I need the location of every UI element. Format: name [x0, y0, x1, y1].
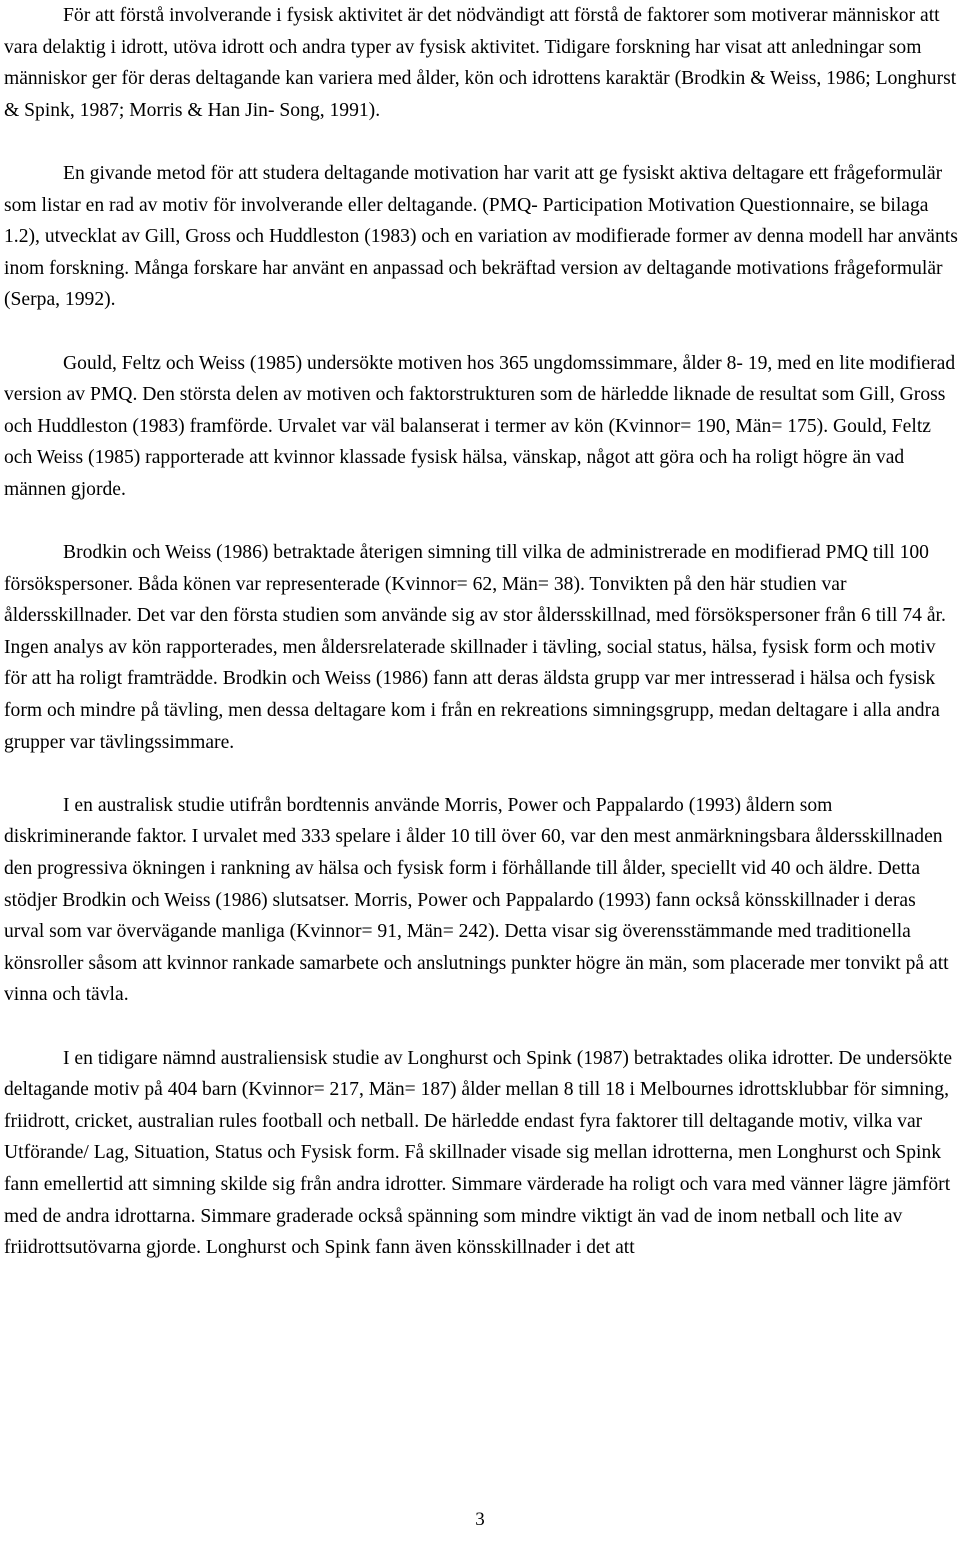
paragraph-longhurst-spink: I en tidigare nämnd australiensisk studie av Longhurst och Spink (1987) betraktades olika idrotter. De undersökte deltagande motiv på 404 barn (Kvinnor= 217, Män= 187) ålder mellan 8 till 18 i Melbournes idrottsklubbar för simning, friidrott, cricket, australian rules football och netball. De härledde endast fyra faktorer till deltagande motiv, vilka var Utförande/ Lag, Situation, Status och Fysisk form. Få skillnader visade sig mellan idrotterna, men Longhurst och Spink fann emellertid att simning skilde sig från andra idrotter. Simmare värderade ha roligt och vara med vänner lägre jämfört med de andra idrottarna. Simmare graderade också spänning som mindre viktigt än vad de inom netball och lite av friidrottsutövarna gjorde. Longhurst och Spink fann även könsskillnader i det att [4, 1047, 953, 1259]
body-text [4, 0, 960, 1295]
paragraph-brodkin-weiss: Brodkin och Weiss (1986) betraktade återigen simning till vilka de administrerade en modifierad PMQ till 100 försökspersoner. Båda könen var representerade (Kvinnor= 62, Män= 38). Tonvikten på den här studien var åldersskillnader. Det var den första studien som använde sig av stor åldersskillnad, med försökspersoner från 6 till 74 år. Ingen analys av kön rapporterades, men åldersrelaterade skillnader i tävling, social status, hälsa, fysisk form och motiv för att ha roligt framträdde. Brodkin och Weiss (1986) fann att deras äldsta grupp var mer intresserad i hälsa och fysisk form och mindre på tävling, men dessa deltagare kom i från en rekreations simningsgrupp, medan deltagare i alla andra grupper var tävlingssimmare. [4, 542, 946, 753]
paragraph-intro: För att förstå involverande i fysisk aktivitet är det nödvändigt att förstå de faktorer som motiverar människor att vara delaktig i idrott, utöva idrott och andra typer av fysisk aktivitet. Tidigare forskning har visat att anledningar som människor ger för deras deltagande kan variera med ålder, kön och idrottens karaktär (Brodkin & Weiss, 1986; Longhurst & Spink, 1987; Morris & Han Jin- Song, 1991). [4, 5, 957, 121]
paragraph-gould-feltz-weiss: Gould, Feltz och Weiss (1985) undersökte motiven hos 365 ungdomssimmare, ålder 8- 19, med en lite modifierad version av PMQ. Den största delen av motiven och faktorstrukturen som de härledde liknade de resultat som Gill, Gross och Huddleston (1983) framförde. Urvalet var väl balanserat i termer av kön (Kvinnor= 190, Män= 175). Gould, Feltz och Weiss (1985) rapporterade att kvinnor klassade fysisk hälsa, vänskap, något att göra och ha roligt högre än vad männen gjorde. [4, 352, 956, 500]
page-number: 3 [475, 1509, 485, 1530]
paragraph-morris-power-pappalardo: I en australisk studie utifrån bordtennis använde Morris, Power och Pappalardo (1993) åldern som diskriminerande faktor. I urvalet med 333 spelare i ålder 10 till över 60, var den mest anmärkningsbara åldersskillnaden den progressiva ökningen i rankning av hälsa och fysisk form i förhållande till ålder, speciellt vid 40 och äldre. Detta stödjer Brodkin och Weiss (1986) slutsatser. Morris, Power och Pappalardo (1993) fann också könsskillnader i deras urval som var övervägande manliga (Kvinnor= 91, Män= 242). Detta visar sig överensstämmande med traditionella könsroller såsom att kvinnor rankade samarbete och anslutnings punkter högre än män, som placerade mer tonvikt på att vinna och tävla. [4, 794, 949, 1006]
paragraph-pmq-method: En givande metod för att studera deltagande motivation har varit att ge fysiskt aktiva deltagare ett frågeformulär som listar en rad av motiv för involverande eller deltagande. (PMQ- Participation Motivation Questionnaire, se bilaga 1.2), utvecklat av Gill, Gross och Huddleston (1983) och en variation av modifierade former av denna modell har använts inom forskning. Många forskare har använt en anpassad och bekräftad version av deltagande motivations frågeformulär (Serpa, 1992). [4, 162, 958, 311]
